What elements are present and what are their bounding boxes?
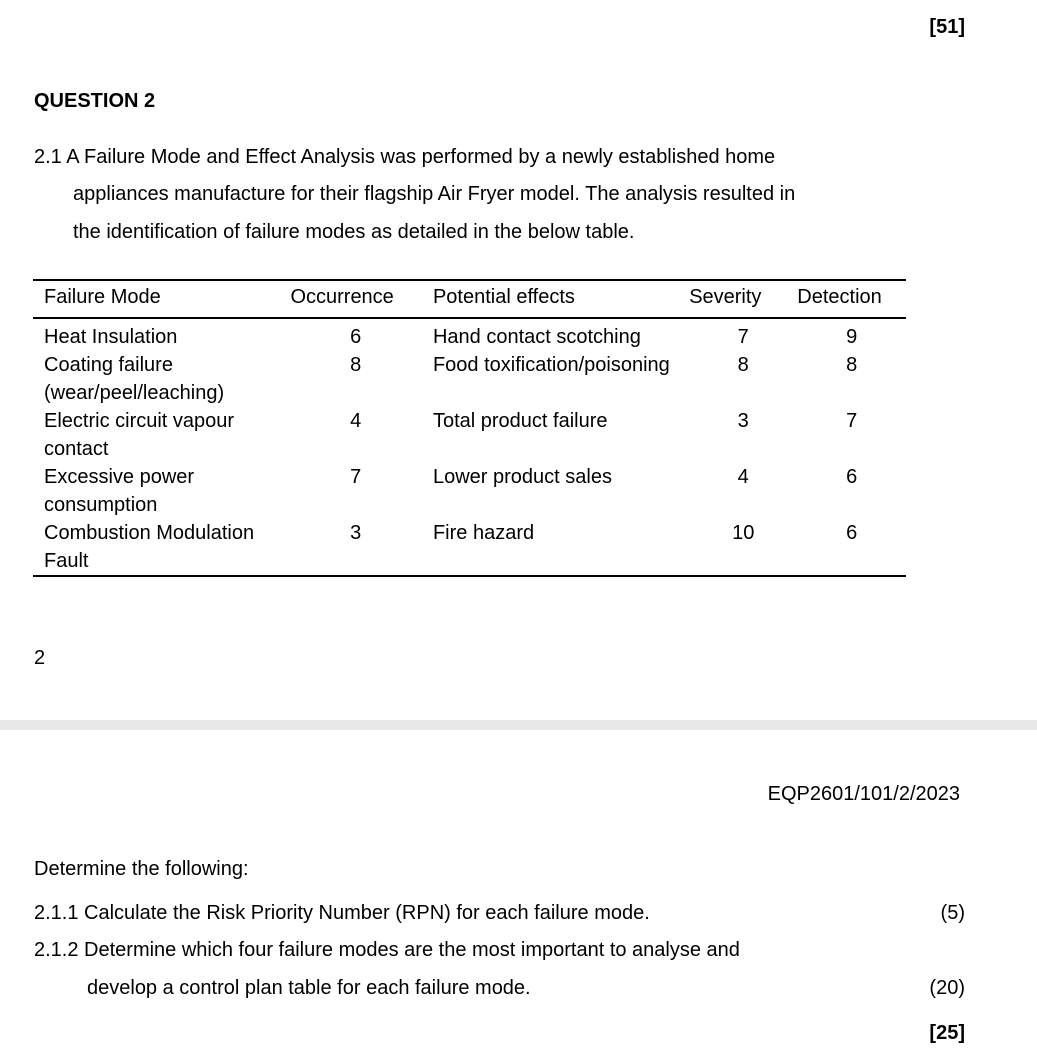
instruction-text: Determine the following: <box>34 858 249 880</box>
cell-occurrence: 4 <box>350 410 362 432</box>
cell-effect: Hand contact scotching <box>432 326 641 348</box>
cell-severity: 10 <box>732 522 755 544</box>
cell-severity: 8 <box>737 354 749 376</box>
table-header-row <box>33 280 906 318</box>
cell-detection: 9 <box>846 326 858 348</box>
fmea-table <box>33 279 906 577</box>
header-potential-effects: Potential effects <box>432 286 575 308</box>
header-failure-mode: Failure Mode <box>44 286 161 308</box>
cell-detection: 8 <box>846 354 858 376</box>
header-detection: Detection <box>797 286 882 308</box>
subquestion-2-1-2-line-2: develop a control plan table for each failure mode. <box>87 977 531 999</box>
cell-effect: Food toxification/poisoning <box>432 354 670 376</box>
cell-detection: 7 <box>846 410 858 432</box>
cell-severity: 7 <box>737 326 749 348</box>
subquestion-2-1-1: 2.1.1 Calculate the Risk Priority Number (RPN) for each failure mode. <box>34 902 650 924</box>
page-separator <box>0 720 1037 730</box>
cell-occurrence: 6 <box>350 326 362 348</box>
cell-effect: Lower product sales <box>432 466 612 488</box>
subquestion-2-1-2-line-1: 2.1.2 Determine which four failure modes are the most important to analyse and <box>34 939 740 961</box>
table-row <box>33 519 906 576</box>
table-row <box>33 463 906 519</box>
header-severity: Severity <box>689 286 762 308</box>
question-heading: QUESTION 2 <box>34 90 156 112</box>
subquestion-2-1-1-marks: (5) <box>940 902 965 924</box>
table-row <box>33 407 906 463</box>
page-number: 2 <box>34 647 46 669</box>
intro-line-2: appliances manufacture for their flagship Air Fryer model. The analysis resulted in <box>73 183 796 205</box>
cell-severity: 3 <box>737 410 749 432</box>
intro-line-1: 2.1 A Failure Mode and Effect Analysis was performed by a newly established home <box>34 146 776 168</box>
cell-severity: 4 <box>737 466 749 488</box>
cell-occurrence: 3 <box>350 522 362 544</box>
intro-line-3: the identification of failure modes as detailed in the below table. <box>73 221 635 243</box>
previous-question-total: [51] <box>929 16 965 38</box>
cell-failure-mode: Excessive power consumption <box>44 466 195 516</box>
header-occurrence: Occurrence <box>290 286 394 308</box>
document-code: EQP2601/101/2/2023 <box>767 783 960 805</box>
cell-failure-mode: Combustion Modulation Fault <box>44 522 255 572</box>
table-row <box>33 351 906 407</box>
cell-occurrence: 7 <box>350 466 362 488</box>
cell-failure-mode: Heat Insulation <box>44 326 178 348</box>
table-row <box>33 318 906 351</box>
cell-failure-mode: Coating failure (wear/peel/leaching) <box>44 354 225 404</box>
cell-effect: Fire hazard <box>432 522 535 544</box>
cell-detection: 6 <box>846 466 858 488</box>
cell-effect: Total product failure <box>432 410 608 432</box>
question-total: [25] <box>929 1022 965 1044</box>
cell-occurrence: 8 <box>350 354 362 376</box>
cell-detection: 6 <box>846 522 858 544</box>
subquestion-2-1-2-marks: (20) <box>929 977 965 999</box>
cell-failure-mode: Electric circuit vapour contact <box>44 410 235 460</box>
